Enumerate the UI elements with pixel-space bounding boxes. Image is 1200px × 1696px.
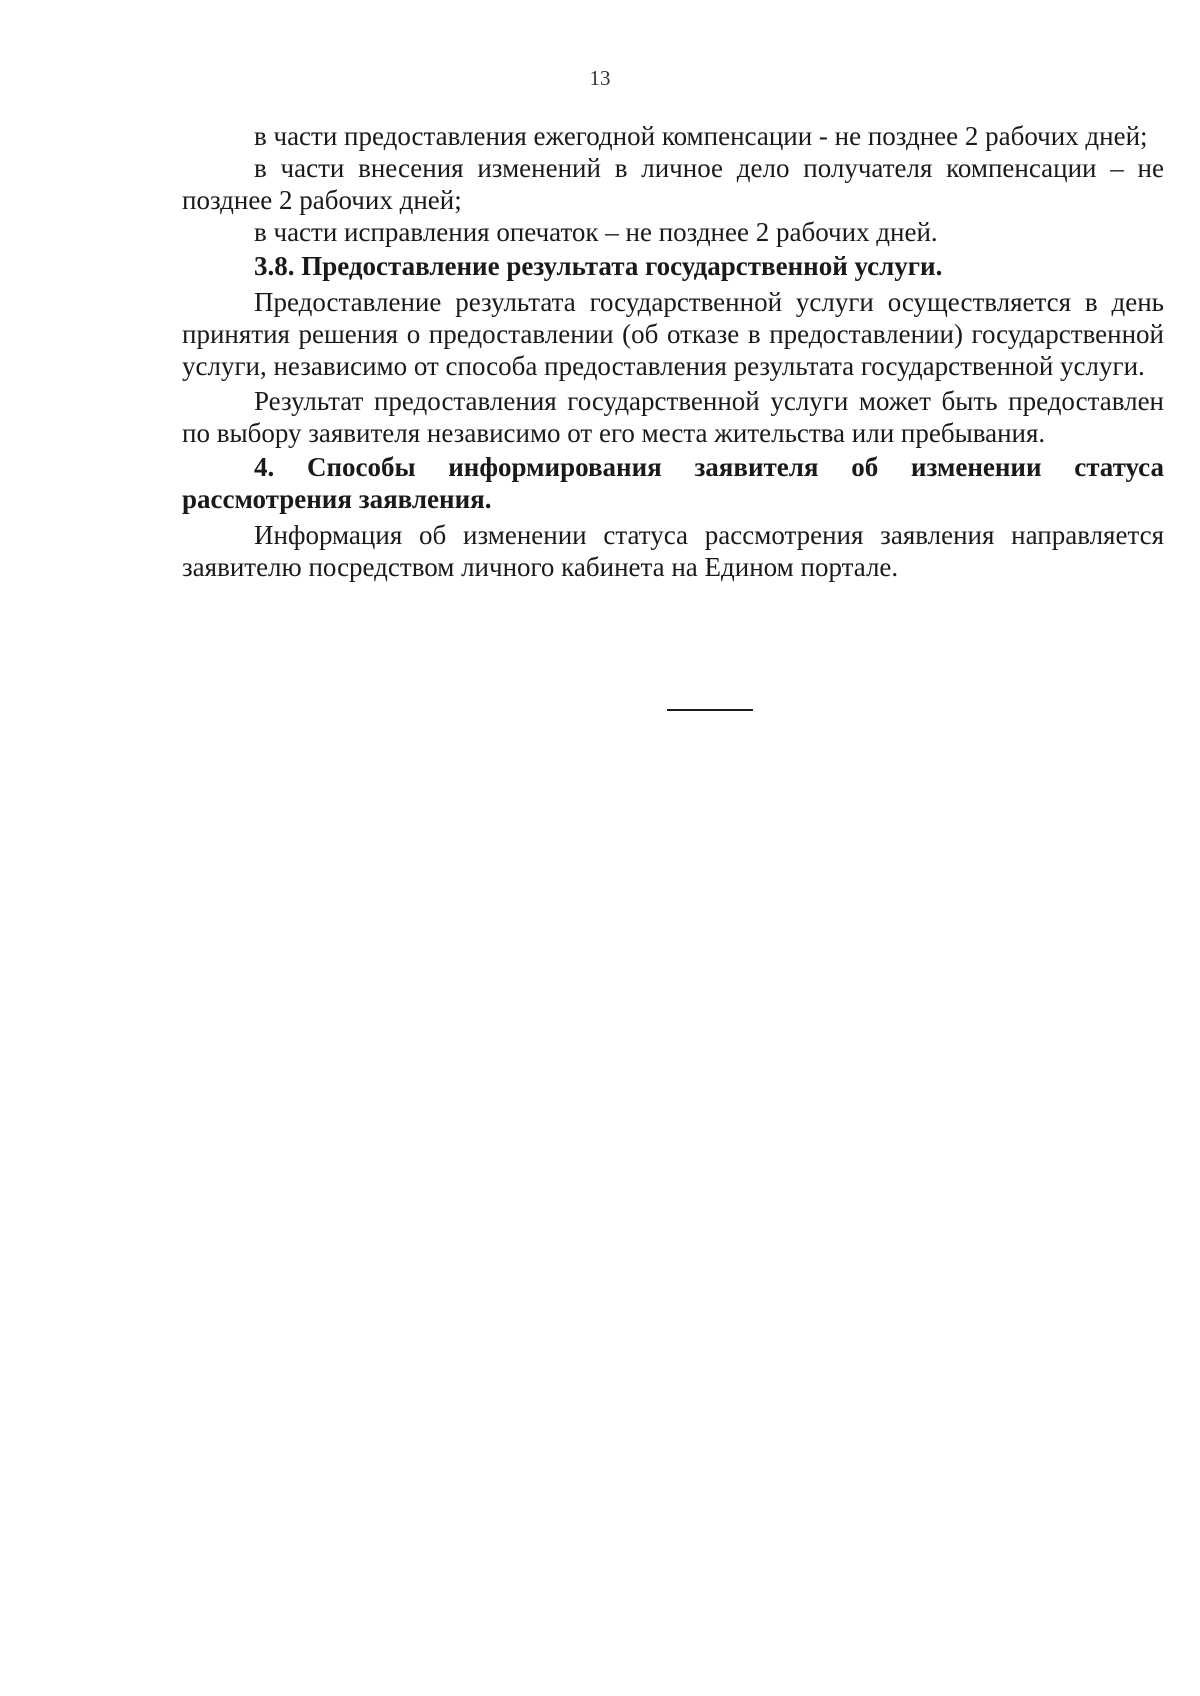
paragraph-status-information: Информация об изменении статуса рассмотрения заявления направляется заявителю посредством личного кабинета на Едином портале. bbox=[182, 520, 1164, 582]
paragraph-annual-compensation: в части предоставления ежегодной компенсации - не позднее 2 рабочих дней; bbox=[254, 121, 1148, 151]
page-number: 13 bbox=[589, 66, 611, 90]
section-heading-3-8: 3.8. Предоставление результата государственной услуги. bbox=[254, 251, 943, 281]
document-body bbox=[182, 120, 1164, 583]
section-heading-4: 4. Способы информирования заявителя об изменении статуса рассмотрения заявления. bbox=[182, 452, 1164, 514]
end-of-document-rule bbox=[667, 709, 753, 711]
paragraph-result-choice: Результат предоставления государственной услуги может быть предоставлен по выбору заявителя независимо от его места жительства или пребывания. bbox=[182, 386, 1164, 448]
paragraph-personal-file-changes: в части внесения изменений в личное дело получателя компенсации – не позднее 2 рабочих дней; bbox=[182, 153, 1164, 215]
paragraph-result-provision: Предоставление результата государственной услуги осуществляется в день принятия решения о предоставлении (об отказе в предоставлении) государственной услуги, независимо от способа предоставления результата государственной услуги. bbox=[182, 287, 1164, 381]
paragraph-typo-correction: в части исправления опечаток – не позднее 2 рабочих дней. bbox=[254, 217, 938, 247]
